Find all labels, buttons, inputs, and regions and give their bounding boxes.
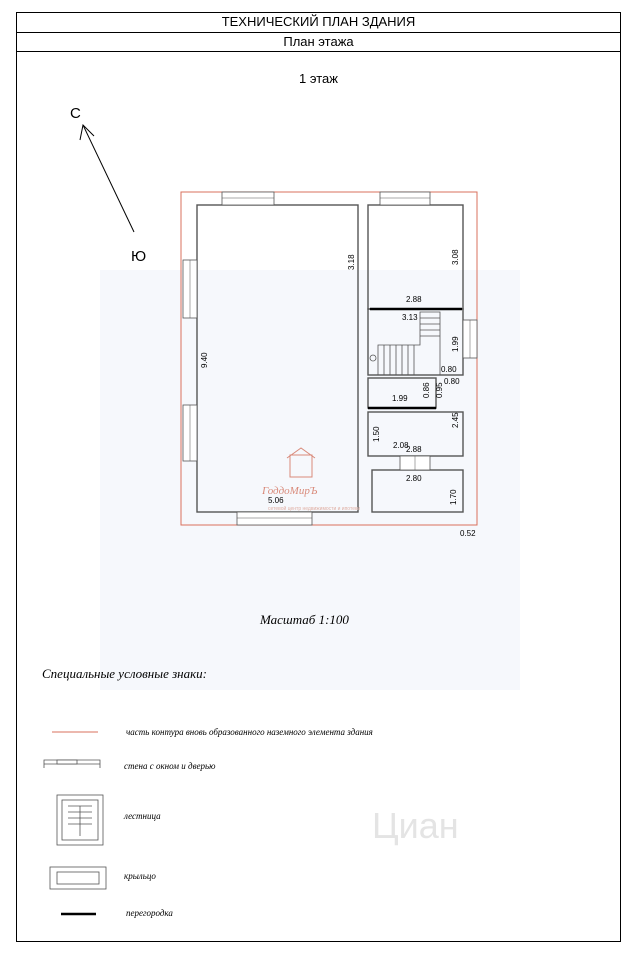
legend-symbol-porch — [50, 867, 106, 889]
dim-mid-lower-right: 2.45 — [451, 412, 460, 428]
document-title: ТЕХНИЧЕСКИЙ ПЛАН ЗДАНИЯ — [17, 13, 620, 33]
compass-north-label: С — [70, 105, 81, 122]
scale-label: Масштаб 1:100 — [260, 612, 349, 627]
dim-top-right-right: 3.08 — [451, 249, 460, 265]
logo-subtitle: сетевой центр недвижимости и ипотеки — [268, 506, 360, 512]
legend-item-porch: крыльцо — [124, 871, 156, 881]
dim-stair-width: 3.13 — [402, 313, 418, 322]
dim-top-right-left: 3.18 — [347, 254, 356, 270]
compass-south-label: Ю — [131, 248, 147, 265]
legend-symbols — [44, 732, 106, 914]
dim-bottom-right-height: 1.70 — [449, 489, 458, 505]
dim-left-room-width: 5.06 — [268, 496, 284, 505]
dim-top-right-bottom: 2.88 — [406, 295, 422, 304]
dim-small-c: 0.80 — [444, 377, 460, 386]
dim-mid-lower-bottom: 2.88 — [406, 445, 422, 454]
dim-left-room-height: 9.40 — [200, 352, 209, 368]
dim-small-a: 0.80 — [441, 365, 457, 374]
dim-porch: 0.52 — [460, 529, 476, 538]
dim-mid-lower-left: 1.50 — [372, 426, 381, 442]
dim-mid-room-width: 1.99 — [392, 394, 408, 403]
legend-symbol-stair — [57, 795, 103, 845]
legend-symbol-wall — [44, 760, 100, 768]
dim-mid-lower-width: 2.08 — [393, 441, 409, 450]
legend-item-contour: часть контура вновь образованного наземного элемента здания — [126, 727, 373, 737]
legend-item-stair: лестница — [124, 811, 161, 821]
compass — [70, 105, 146, 265]
document-subtitle: План этажа — [17, 33, 620, 52]
watermark-text: Циан — [372, 805, 459, 846]
dim-small-d: 0.86 — [422, 382, 431, 398]
logo-name: ГоддоМирЪ — [262, 485, 318, 497]
dim-bottom-right-width: 2.80 — [406, 474, 422, 483]
legend-item-wall: стена с окном и дверью — [124, 761, 216, 771]
legend-item-partition: перегородка — [126, 908, 173, 918]
dim-small-b: 0.95 — [435, 382, 444, 398]
legend-title: Специальные условные знаки: — [42, 666, 208, 681]
floor-label: 1 этаж — [299, 71, 338, 86]
dim-stair-right: 1.99 — [451, 336, 460, 352]
